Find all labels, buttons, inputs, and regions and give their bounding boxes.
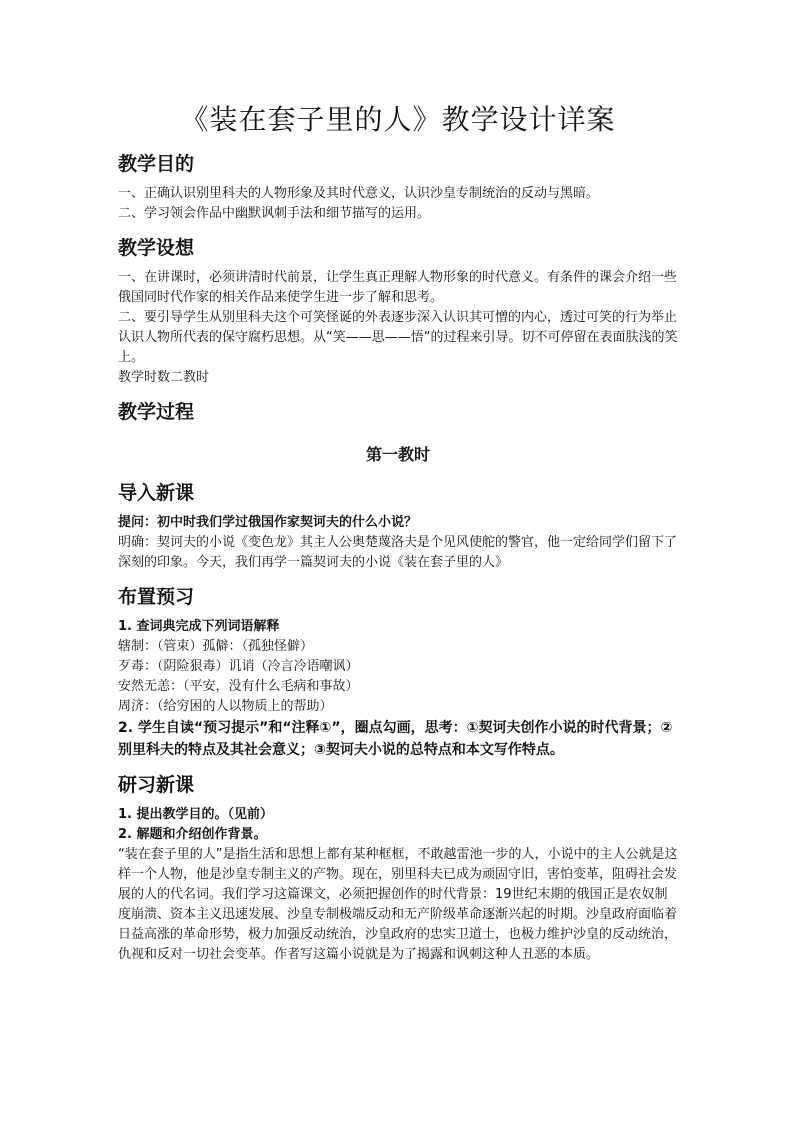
intro-question: 提问：初中时我们学过俄国作家契诃夫的什么小说？ xyxy=(118,515,418,530)
objective-item: 二、学习领会作品中幽默讽刺手法和细节描写的运用。 xyxy=(118,206,431,221)
section-heading-intro: 导入新课 xyxy=(118,482,195,504)
section-conception xyxy=(118,236,678,388)
section-preview xyxy=(118,585,678,761)
section-heading-process: 教学过程 xyxy=(118,401,195,423)
conception-paragraph: 一、在讲课时，必须讲清时代前景，让学生真正理解人物形象的时代意义。有条件的课会介绍一些俄国同时代作家的相关作品来使学生进一步了解和思考。 xyxy=(118,270,678,305)
vocab-term: 辖制：（管束）孤僻：（孤独怪僻） xyxy=(118,639,314,654)
vocab-term: 歹毒：（阴险狠毒）讥诮（冷言冷语嘲讽） xyxy=(118,659,359,674)
section-process xyxy=(118,400,678,465)
document-title: 《装在套子里的人》教学设计详案 xyxy=(180,103,616,136)
section-objectives xyxy=(118,152,678,224)
document-page xyxy=(118,98,678,977)
study-step-2: 2. 解题和介绍创作背景。 xyxy=(118,827,267,842)
preview-task-1: 1. 查词典完成下列词语解释 xyxy=(118,619,280,634)
intro-answer: 明确：契诃夫的小说《变色龙》其主人公奥楚蔑洛夫是个见风使舵的警官，他一定给同学们留下了深刻的印象。今天，我们再学一篇契诃夫的小说《装在套子里的人》 xyxy=(118,535,678,570)
objective-item: 一、正确认识别里科夫的人物形象及其时代意义，认识沙皇专制统治的反动与黑暗。 xyxy=(118,186,600,201)
section-heading-preview: 布置预习 xyxy=(118,586,195,608)
vocab-term: 周济：（给穷困的人以物质上的帮助） xyxy=(118,699,333,714)
study-step-1: 1. 提出教学目的。（见前） xyxy=(118,807,274,822)
preview-task-2: 2. 学生自读“预习提示”和“注释①”，圈点勾画，思考：①契诃夫创作小说的时代背景；②别里科夫的特点及其社会意义；③契诃夫小说的总特点和本文写作特点。 xyxy=(118,720,673,758)
section-heading-study: 研习新课 xyxy=(118,774,195,796)
teaching-hours: 教学时数二教时 xyxy=(118,370,210,385)
conception-paragraph: 二、要引导学生从别里科夫这个可笑怪诞的外表逐步深入认识其可憎的内心，透过可笑的行为举止认识人物所代表的保守腐朽思想。从“笑——思——悟”的过程来引导。切不可停留在表面肤浅的笑上。 xyxy=(118,310,678,365)
section-heading-conception: 教学设想 xyxy=(118,237,195,259)
vocab-term: 安然无恙：（平安，没有什么毛病和事故） xyxy=(118,679,359,694)
section-heading-objectives: 教学目的 xyxy=(118,153,195,175)
lesson-one-heading: 第一教时 xyxy=(365,445,430,464)
section-study xyxy=(118,773,678,965)
study-background-paragraph: “装在套子里的人”是指生活和思想上都有某种框框，不敢越雷池一步的人，小说中的主人公就是这样一个人物，他是沙皇专制主义的产物。现在，别里科夫已成为顽固守旧，害怕变革，阻碍社会发展的人的代名词。我们学习这篇课文，必须把握创作的时代背景：19世纪末期的俄国正是农奴制度崩溃、资本主义迅速发展、沙皇专制极端反动和无产阶级革命逐渐兴起的时期。沙皇政府面临着日益高涨的革命形势，极力加强反动统治，沙皇政府的忠实卫道士，也极力维护沙皇的反动统治，仇视和反对一切社会变革。作者写这篇小说就是为了揭露和讽刺这种人丑恶的本质。 xyxy=(118,847,678,962)
section-intro xyxy=(118,481,678,573)
